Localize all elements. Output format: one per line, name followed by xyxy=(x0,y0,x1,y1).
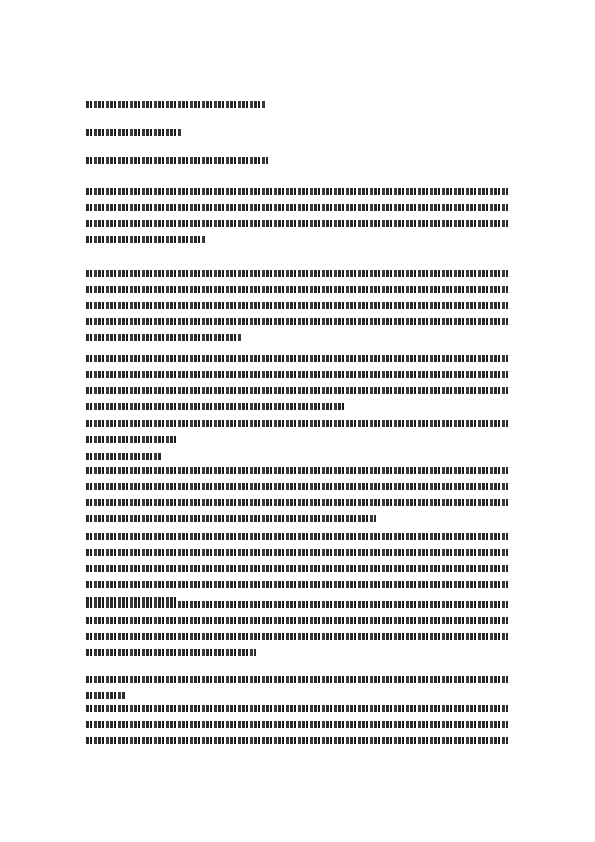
text-line xyxy=(86,676,508,683)
text-line xyxy=(86,387,508,394)
text-line xyxy=(86,286,508,293)
text-line xyxy=(86,705,508,712)
paragraph-4 xyxy=(86,467,508,522)
text-line xyxy=(86,355,508,362)
text-line xyxy=(86,270,508,277)
paragraph-8 xyxy=(86,705,508,744)
text-line xyxy=(86,483,508,490)
text-line xyxy=(86,220,508,227)
text-line xyxy=(86,302,508,309)
text-line xyxy=(86,157,268,164)
paragraph-2 xyxy=(86,355,508,410)
paragraph-6 xyxy=(86,601,508,656)
paragraph-3 xyxy=(86,420,508,443)
intro-paragraph xyxy=(86,188,508,243)
text-line xyxy=(86,692,126,699)
text-line xyxy=(86,721,508,728)
header-line-2 xyxy=(86,129,181,136)
text-line xyxy=(86,236,206,243)
text-line xyxy=(86,633,508,640)
text-line xyxy=(86,334,241,341)
text-line xyxy=(86,204,508,211)
text-line xyxy=(86,515,376,522)
text-line xyxy=(86,129,181,136)
text-line xyxy=(86,403,346,410)
subheading xyxy=(86,453,161,460)
text-line xyxy=(86,318,508,325)
text-line xyxy=(86,101,266,108)
text-line xyxy=(86,549,508,556)
text-line xyxy=(86,371,508,378)
text-line xyxy=(86,565,508,572)
paragraph-1 xyxy=(86,270,508,341)
text-line xyxy=(86,533,508,540)
text-line xyxy=(86,188,508,195)
paragraph-5 xyxy=(86,533,508,604)
header-line-1 xyxy=(86,101,266,108)
paragraph-7 xyxy=(86,676,508,699)
text-line xyxy=(86,436,176,443)
text-line xyxy=(86,453,161,460)
text-line xyxy=(86,467,508,474)
text-line xyxy=(86,617,508,624)
text-line xyxy=(86,601,508,608)
text-line xyxy=(86,581,508,588)
section-title xyxy=(86,157,268,164)
text-line xyxy=(86,499,508,506)
text-line xyxy=(86,649,256,656)
text-line xyxy=(86,420,508,427)
text-line xyxy=(86,737,508,744)
